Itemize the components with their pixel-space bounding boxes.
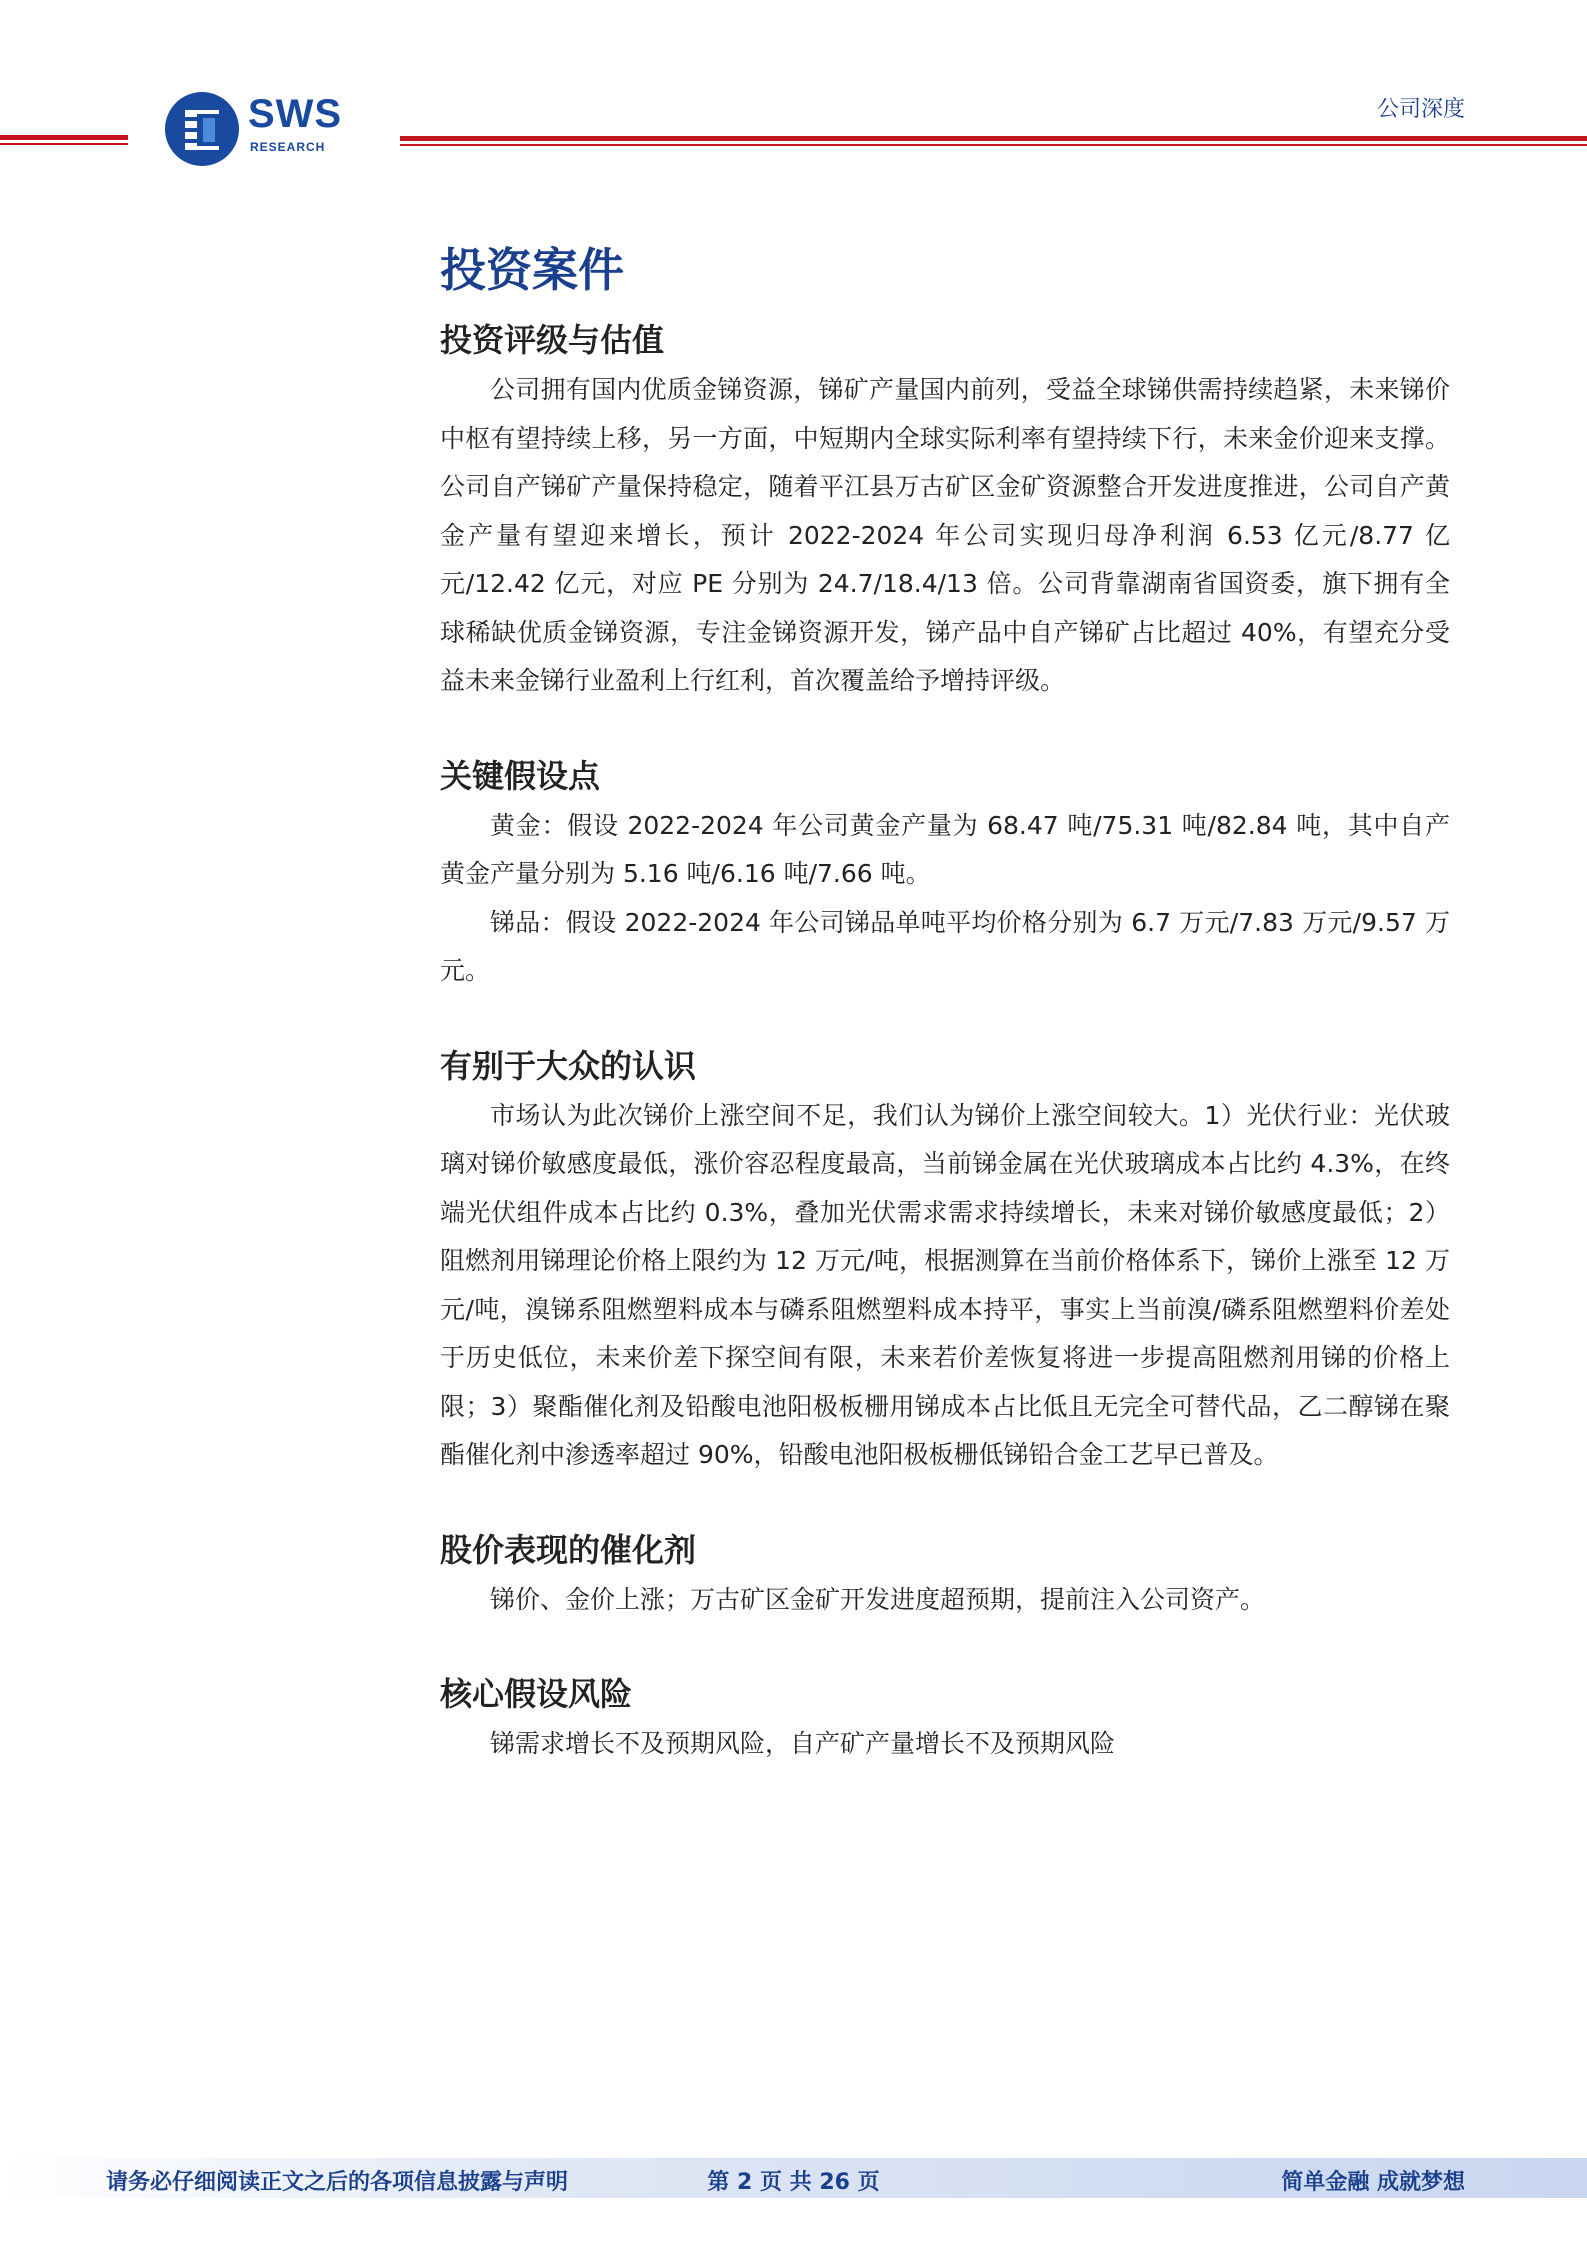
page-footer: [0, 2158, 1587, 2198]
section-title: 有别于大众的认识: [440, 1046, 697, 1085]
header-rule: [400, 136, 1587, 141]
section-title: 关键假设点: [440, 756, 601, 795]
logo-wordmark: SWS: [248, 92, 343, 136]
section-title: 核心假设风险: [440, 1675, 633, 1713]
main-content: [440, 240, 1450, 1769]
page-number: 第 2 页 共 26 页: [707, 2170, 880, 2195]
section-paragraph: 黄金：假设 2022-2024 年公司黄金产量为 68.47 吨/75.31 吨/82.84 吨，其中自产黄金产量分别为 5.16 吨/6.16 吨/7.66 吨。: [440, 810, 1450, 888]
footer-disclaimer: 请务必仔细阅读正文之后的各项信息披露与声明: [106, 2170, 569, 2195]
section-paragraph: 公司拥有国内优质金锑资源，锑矿产量国内前列，受益全球锑供需持续趋紧，未来锑价中枢有望持续上移，另一方面，中短期内全球实际利率有望持续下行，未来金价迎来支撑。公司自产锑矿产量保持稳定，随着平江县万古矿区金矿资源整合开发进度推进，公司自产黄金产量有望迎来增长，预计 2022-2024 年公司实现归母净利润 6.53 亿元/8.77 亿元/12.42 亿元，对应 PE 分别为 24.7/18.4/13 倍。公司背靠湖南省国资委，旗下拥有全球稀缺优质金锑资源，专注金锑资源开发，锑产品中自产锑矿占比超过 40%，有望充分受益未来金锑行业盈利上行红利，首次覆盖给予增持评级。: [440, 375, 1450, 695]
logo-subtext: RESEARCH: [250, 140, 326, 154]
header-rule: [400, 144, 1587, 146]
section-paragraph: 锑需求增长不及预期风险，自产矿产量增长不及预期风险: [490, 1729, 1116, 1758]
section-valuation: [440, 314, 1450, 706]
report-type-tag: 公司深度: [1376, 97, 1465, 122]
section-title: 股价表现的催化剂: [440, 1530, 697, 1569]
section-paragraph: 锑品：假设 2022-2024 年公司锑品单吨平均价格分别为 6.7 万元/7.83 万元/9.57 万元。: [440, 907, 1450, 985]
section-paragraph: 锑价、金价上涨；万古矿区金矿开发进度超预期，提前注入公司资产。: [490, 1584, 1266, 1614]
header-rule: [0, 143, 128, 145]
sws-logo: [163, 90, 373, 170]
section-differentiated-view: [440, 1040, 1450, 1480]
page-header: [0, 0, 1587, 170]
header-rule: [0, 135, 128, 140]
section-risks: [440, 1668, 1450, 1769]
sws-logo-icon: [163, 90, 241, 168]
section-catalysts: [440, 1524, 1450, 1625]
section-title: 投资评级与估值: [440, 321, 665, 359]
section-paragraph: 市场认为此次锑价上涨空间不足，我们认为锑价上涨空间较大。1）光伏行业：光伏玻璃对锑价敏感度最低，涨价容忍程度最高，当前锑金属在光伏玻璃成本占比约 4.3%，在终端光伏组件成本占比约 0.3%，叠加光伏需求需求持续增长，未来对锑价敏感度最低；2）阻燃剂用锑理论价格上限约为 12 万元/吨，根据测算在当前价格体系下，锑价上涨至 12 万元/吨，溴锑系阻燃塑料成本与磷系阻燃塑料成本持平，事实上当前溴/磷系阻燃塑料价差处于历史低位，未来价差下探空间有限，未来若价差恢复将进一步提高阻燃剂用锑的价格上限；3）聚酯催化剂及铅酸电池阳极板栅用锑成本占比低且无完全可替代品，乙二醇锑在聚酯催化剂中渗透率超过 90%，铅酸电池阳极板栅低锑铅合金工艺早已普及。: [440, 1100, 1450, 1469]
footer-slogan: 简单金融 成就梦想: [1281, 2170, 1465, 2195]
page-title: 投资案件: [440, 243, 624, 297]
section-key-assumptions: [440, 750, 1450, 996]
